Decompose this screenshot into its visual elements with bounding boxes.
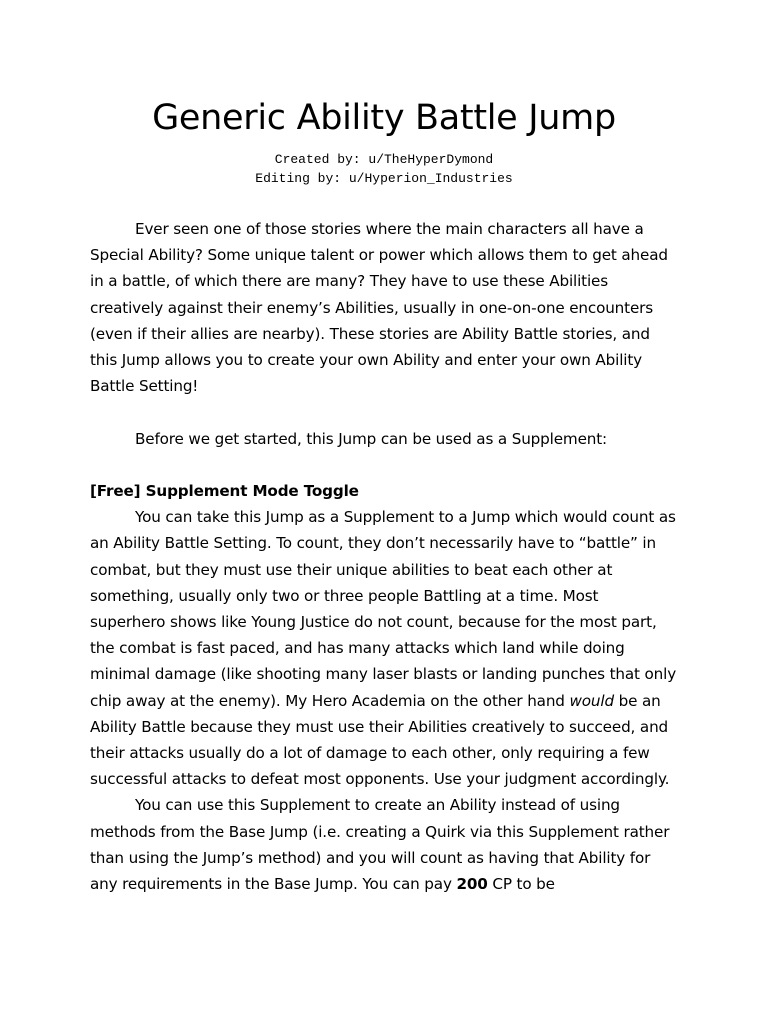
- intro-paragraph: Ever seen one of those stories where the main characters all have a Special Ability? Some unique talent or power which allows them to get ahead in a battle, of which there are many? They have to use these Abilities creatively against their enemy’s Abilities, usually in one-on-one encounters (even if their allies are nearby). These stories are Ability Battle stories, and this Jump allows you to create your own Ability and enter your own Ability Battle Setting!: [90, 220, 668, 396]
- supplement-paragraph-2-text-a: You can use this Supplement to create an Ability instead of using methods from the Base Jump (i.e. creating a Quirk via this Supplement rather than using the Jump’s method) and you will count as having that Ability for any requirements in the Base Jump. You can pay: [90, 796, 670, 894]
- document-title: Generic Ability Battle Jump: [152, 98, 616, 138]
- paragraph-spacer: [90, 452, 678, 478]
- supplement-paragraph-1-text-b: be an Ability Battle because they must use their Abilities creatively to succeed, and their attacks usually do a lot of damage to each other, only requiring a few successful attacks to defeat most opponents. Use your judgment accordingly.: [90, 691, 670, 789]
- document-body: [90, 216, 678, 897]
- supplement-intro-paragraph: Before we get started, this Jump can be used as a Supplement:: [135, 429, 608, 448]
- supplement-paragraph-1: [90, 504, 678, 792]
- supplement-paragraph-2-text-b: CP to be: [487, 875, 555, 894]
- supplement-paragraph-1-text-a: You can take this Jump as a Supplement to a Jump which would count as an Ability Battle Setting. To count, they don’t necessarily have to “battle” in combat, but they must use their unique abilities to beat each other at something, usually only two or three people Battling at a time. Most superhero shows like Young Justice do not count, because for the most part, the combat is fast paced, and has many attacks which land while doing minimal damage (like shooting many laser blasts or landing punches that only chip away at the enemy). My Hero Academia on the other hand: [90, 508, 677, 710]
- credits-block: [90, 150, 678, 188]
- credit-editing-by: Editing by: u/Hyperion_Industries: [255, 171, 513, 186]
- cost-value: 200: [456, 875, 488, 894]
- supplement-paragraph-2: [90, 792, 678, 897]
- emphasis-would: would: [569, 691, 614, 710]
- credit-created-by: Created by: u/TheHyperDymond: [274, 152, 494, 167]
- document-page: [90, 96, 678, 897]
- section-heading: [Free] Supplement Mode Toggle: [90, 482, 359, 500]
- paragraph-spacer: [90, 399, 678, 425]
